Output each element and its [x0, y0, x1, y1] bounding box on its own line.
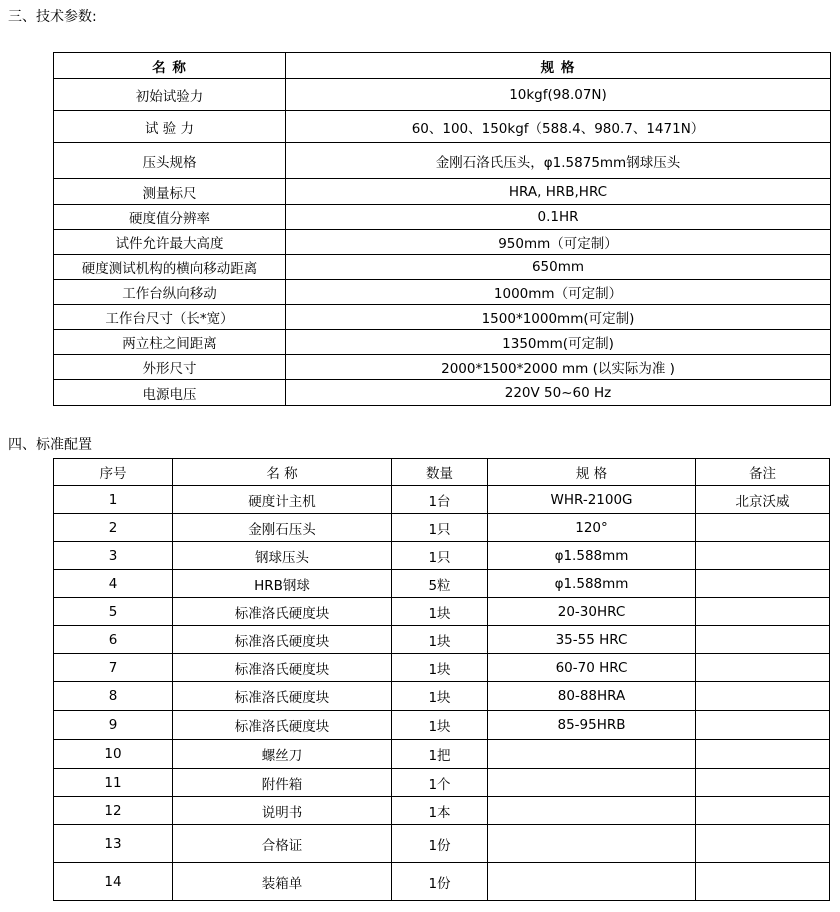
table-row — [54, 280, 831, 305]
cell-qty: 1块 — [392, 626, 488, 654]
table-row — [54, 355, 831, 380]
cell-name: 标准洛氏硬度块 — [173, 654, 392, 682]
param-spec: 1500*1000mm(可定制) — [286, 305, 831, 330]
table-header-row — [54, 459, 830, 486]
cell-name: 装箱单 — [173, 863, 392, 901]
table-row — [54, 330, 831, 355]
table-row — [54, 380, 831, 406]
header-note: 备注 — [696, 459, 830, 486]
param-spec: 1350mm(可定制) — [286, 330, 831, 355]
table-row — [54, 797, 830, 825]
cell-note — [696, 626, 830, 654]
cell-note — [696, 825, 830, 863]
table-row — [54, 79, 831, 111]
cell-no: 4 — [54, 570, 173, 598]
cell-spec: 35-55 HRC — [488, 626, 696, 654]
param-spec: 10kgf(98.07N) — [286, 79, 831, 111]
param-spec: 950mm（可定制） — [286, 230, 831, 255]
param-spec: 60、100、150kgf（588.4、980.7、1471N） — [286, 111, 831, 143]
cell-qty: 1把 — [392, 740, 488, 769]
cell-spec: WHR-2100G — [488, 486, 696, 514]
table-row — [54, 305, 831, 330]
cell-no: 2 — [54, 514, 173, 542]
cell-no: 8 — [54, 682, 173, 711]
section-4-heading: 四、标准配置 — [8, 437, 92, 453]
param-spec: 220V 50~60 Hz — [286, 380, 831, 406]
cell-qty: 1台 — [392, 486, 488, 514]
cell-name: 钢球压头 — [173, 542, 392, 570]
table-row — [54, 598, 830, 626]
cell-name: 标准洛氏硬度块 — [173, 711, 392, 740]
cell-no: 11 — [54, 769, 173, 797]
cell-spec: φ1.588mm — [488, 542, 696, 570]
param-name: 工作台纵向移动 — [54, 280, 286, 305]
cell-note — [696, 740, 830, 769]
cell-name: 标准洛氏硬度块 — [173, 682, 392, 711]
cell-name: 螺丝刀 — [173, 740, 392, 769]
cell-spec: 85-95HRB — [488, 711, 696, 740]
table-row — [54, 179, 831, 205]
param-name: 初始试验力 — [54, 79, 286, 111]
param-name: 硬度值分辨率 — [54, 205, 286, 230]
cell-spec — [488, 863, 696, 901]
cell-no: 9 — [54, 711, 173, 740]
param-name: 两立柱之间距离 — [54, 330, 286, 355]
section-3-heading: 三、技术参数: — [8, 9, 97, 25]
table-header-row — [54, 53, 831, 79]
header-name: 名 称 — [173, 459, 392, 486]
cell-no: 6 — [54, 626, 173, 654]
cell-qty: 1只 — [392, 514, 488, 542]
header-no: 序号 — [54, 459, 173, 486]
table-row — [54, 626, 830, 654]
table-row — [54, 654, 830, 682]
cell-note — [696, 711, 830, 740]
cell-note — [696, 769, 830, 797]
tech-params-table — [53, 52, 831, 406]
cell-name: 金刚石压头 — [173, 514, 392, 542]
cell-spec: 20-30HRC — [488, 598, 696, 626]
table-row — [54, 143, 831, 179]
cell-no: 10 — [54, 740, 173, 769]
table-row — [54, 514, 830, 542]
cell-qty: 1份 — [392, 825, 488, 863]
table-row — [54, 825, 830, 863]
standard-config-table — [53, 458, 830, 901]
table-row — [54, 740, 830, 769]
cell-spec — [488, 797, 696, 825]
table-row — [54, 769, 830, 797]
cell-note — [696, 598, 830, 626]
cell-note — [696, 654, 830, 682]
param-name: 外形尺寸 — [54, 355, 286, 380]
cell-qty: 1块 — [392, 654, 488, 682]
table-row — [54, 205, 831, 230]
cell-qty: 5粒 — [392, 570, 488, 598]
table-row — [54, 682, 830, 711]
cell-spec: 60-70 HRC — [488, 654, 696, 682]
table-row — [54, 570, 830, 598]
header-spec: 规 格 — [286, 53, 831, 79]
cell-qty: 1块 — [392, 711, 488, 740]
cell-note — [696, 570, 830, 598]
header-spec: 规 格 — [488, 459, 696, 486]
param-name: 试 验 力 — [54, 111, 286, 143]
cell-qty: 1个 — [392, 769, 488, 797]
param-spec: 650mm — [286, 255, 831, 280]
cell-note — [696, 863, 830, 901]
cell-name: 标准洛氏硬度块 — [173, 626, 392, 654]
param-spec: 1000mm（可定制） — [286, 280, 831, 305]
table-row — [54, 230, 831, 255]
cell-spec: 80-88HRA — [488, 682, 696, 711]
param-name: 工作台尺寸（长*宽） — [54, 305, 286, 330]
cell-note — [696, 542, 830, 570]
param-spec: 0.1HR — [286, 205, 831, 230]
table-row — [54, 542, 830, 570]
cell-name: 硬度计主机 — [173, 486, 392, 514]
param-spec: 金刚石洛氏压头，φ1.5875mm钢球压头 — [286, 143, 831, 179]
cell-qty: 1只 — [392, 542, 488, 570]
param-name: 压头规格 — [54, 143, 286, 179]
cell-spec — [488, 769, 696, 797]
cell-qty: 1本 — [392, 797, 488, 825]
cell-name: 说明书 — [173, 797, 392, 825]
cell-no: 3 — [54, 542, 173, 570]
cell-note — [696, 514, 830, 542]
param-name: 电源电压 — [54, 380, 286, 406]
cell-note: 北京沃威 — [696, 486, 830, 514]
cell-name: 附件箱 — [173, 769, 392, 797]
cell-no: 13 — [54, 825, 173, 863]
param-spec: HRA, HRB,HRC — [286, 179, 831, 205]
cell-no: 14 — [54, 863, 173, 901]
table-row — [54, 255, 831, 280]
cell-name: 标准洛氏硬度块 — [173, 598, 392, 626]
cell-no: 1 — [54, 486, 173, 514]
cell-qty: 1块 — [392, 682, 488, 711]
table-row — [54, 711, 830, 740]
cell-spec: φ1.588mm — [488, 570, 696, 598]
cell-spec — [488, 825, 696, 863]
cell-name: HRB钢球 — [173, 570, 392, 598]
cell-no: 5 — [54, 598, 173, 626]
param-name: 测量标尺 — [54, 179, 286, 205]
cell-no: 12 — [54, 797, 173, 825]
header-qty: 数量 — [392, 459, 488, 486]
header-name: 名 称 — [54, 53, 286, 79]
table-row — [54, 486, 830, 514]
cell-note — [696, 682, 830, 711]
table-row — [54, 111, 831, 143]
cell-spec: 120° — [488, 514, 696, 542]
cell-no: 7 — [54, 654, 173, 682]
param-name: 硬度测试机构的横向移动距离 — [54, 255, 286, 280]
table-row — [54, 863, 830, 901]
param-name: 试件允许最大高度 — [54, 230, 286, 255]
cell-spec — [488, 740, 696, 769]
cell-qty: 1块 — [392, 598, 488, 626]
cell-name: 合格证 — [173, 825, 392, 863]
cell-qty: 1份 — [392, 863, 488, 901]
cell-note — [696, 797, 830, 825]
param-spec: 2000*1500*2000 mm (以实际为准 ) — [286, 355, 831, 380]
